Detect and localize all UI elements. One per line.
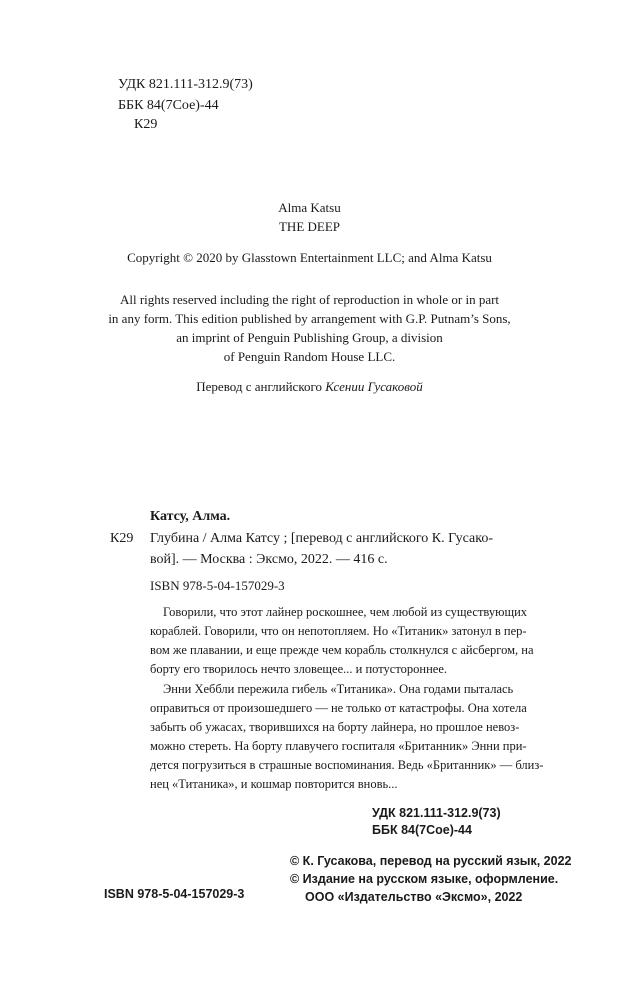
catalog-entry-line: вой]. — Москва : Эксмо, 2022. — 416 с. [150, 552, 388, 567]
footer-copyright-line: ООО «Издательство «Эксмо», 2022 [305, 890, 523, 904]
footer-isbn: ISBN 978-5-04-157029-3 [104, 887, 245, 901]
annotation-line: оправиться от произошедшего — не только от катастрофы. Она хотела [150, 701, 527, 715]
annotation-line: Говорили, что этот лайнер роскошнее, чем любой из существующих [163, 605, 528, 619]
annotation-line: нец «Титаника», и кошмар повторится вновь... [150, 777, 398, 791]
footer-copyright-line: © Издание на русском языке, оформление. [290, 872, 559, 886]
annotation-line: дется погрузиться в страшные воспоминания. Ведь «Британник» — близ- [150, 758, 544, 772]
catalog-entry-line: Глубина / Алма Катсу ; [перевод с английского К. Гусако- [150, 531, 494, 546]
rights-line: of Penguin Random House LLC. [223, 349, 396, 364]
author-mark: К29 [134, 117, 158, 132]
annotation-line: вом же плавании, и еще прежде чем корабль столкнулся с айсбергом, на [150, 643, 534, 657]
catalog-isbn: ISBN 978-5-04-157029-3 [150, 578, 285, 593]
annotation-line: кораблей. Говорили, что он непотопляем. Но «Титаник» затонул в пер- [150, 624, 527, 638]
rights-line: in any form. This edition published by arrangement with G.P. Putnam’s Sons, [108, 311, 511, 326]
original-title: THE DEEP [278, 219, 341, 234]
catalog-author-heading: Катсу, Алма. [150, 509, 231, 524]
catalog-mark: К29 [110, 531, 134, 546]
bbk-code: ББК 84(7Сое)-44 [118, 98, 219, 113]
annotation-line: Энни Хеббли пережила гибель «Титаника». Она годами пыталась [163, 682, 514, 696]
annotation-line: забыть об ужасах, творившихся на борту лайнера, но прошлое невоз- [150, 720, 520, 734]
footer-udk: УДК 821.111-312.9(73) [372, 806, 501, 820]
translator-name: Ксении Гусаковой [325, 379, 423, 394]
udk-code: УДК 821.111-312.9(73) [118, 77, 253, 92]
footer-copyright-line: © К. Гусакова, перевод на русский язык, 2022 [290, 854, 572, 868]
annotation-line: можно стереть. На борту плавучего госпиталя «Британник» Энни при- [150, 739, 527, 753]
original-author: Alma Katsu [278, 200, 341, 215]
annotation-line: борту его творилось нечто зловещее... и потустороннее. [150, 662, 447, 676]
translation-credit [0, 378, 619, 396]
rights-line: All rights reserved including the right of reproduction in whole or in part [119, 292, 500, 307]
footer-bbk: ББК 84(7Сое)-44 [372, 823, 472, 837]
translation-prefix: Перевод с английского [196, 379, 326, 394]
copyright-notice: Copyright © 2020 by Glasstown Entertainment LLC; and Alma Katsu [127, 250, 492, 265]
rights-line: an imprint of Penguin Publishing Group, a division [176, 330, 443, 345]
